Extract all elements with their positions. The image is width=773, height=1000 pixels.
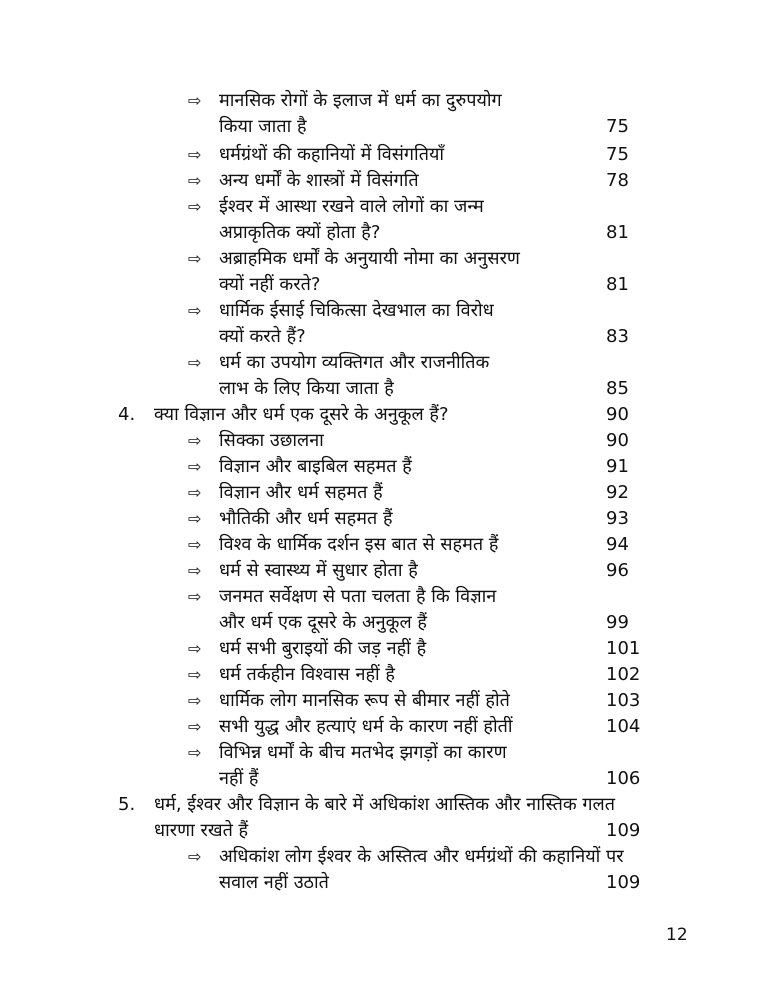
toc-page-ref: 99 — [606, 612, 629, 633]
toc-entry-text: और धर्म एक दूसरे के अनुकूल हैं — [219, 612, 427, 633]
arrow-bullet-icon: ⇨ — [188, 145, 202, 164]
toc-entry-text: धार्मिक ईसाई चिकित्सा देखभाल का विरोध — [219, 300, 494, 321]
toc-page-ref: 81 — [606, 222, 629, 243]
arrow-bullet-icon: ⇨ — [188, 847, 202, 866]
arrow-bullet-icon: ⇨ — [188, 457, 202, 476]
toc-entry-text: अधिकांश लोग ईश्वर के अस्तित्व और धर्मग्रंथों की कहानियों पर — [219, 846, 624, 867]
toc-page-ref: 94 — [606, 534, 629, 555]
toc-page-ref: 83 — [606, 326, 629, 347]
toc-entry-text: धर्म का उपयोग व्यक्तिगत और राजनीतिक — [219, 352, 490, 373]
arrow-bullet-icon: ⇨ — [188, 91, 202, 110]
arrow-bullet-icon: ⇨ — [188, 197, 202, 216]
toc-entry-text: जनमत सर्वेक्षण से पता चलता है कि विज्ञान — [219, 586, 497, 607]
toc-page-ref: 106 — [606, 768, 641, 789]
toc-entry-text: धारणा रखते हैं — [154, 820, 249, 841]
toc-entry-text: सभी युद्ध और हत्याएं धर्म के कारण नहीं होतीं — [219, 716, 513, 737]
toc-page-ref: 101 — [606, 638, 641, 659]
toc-page-ref: 109 — [606, 820, 641, 841]
toc-page-ref: 96 — [606, 560, 629, 581]
arrow-bullet-icon: ⇨ — [188, 743, 202, 762]
toc-entry-text: धर्म से स्वास्थ्य में सुधार होता है — [219, 560, 418, 581]
toc-entry-text: विभिन्न धर्मों के बीच मतभेद झगड़ों का कारण — [219, 742, 507, 763]
toc-entry-text: अब्राहमिक धर्मों के अनुयायी नोमा का अनुसरण — [219, 248, 520, 269]
toc-page-ref: 90 — [606, 430, 629, 451]
toc-page-ref: 109 — [606, 872, 641, 893]
chapter-number: 5. — [118, 794, 136, 815]
toc-entry-text: धर्म सभी बुराइयों की जड़ नहीं है — [219, 638, 427, 659]
toc-entry-text: विश्व के धार्मिक दर्शन इस बात से सहमत हैं — [219, 534, 499, 555]
toc-page-ref: 85 — [606, 378, 629, 399]
arrow-bullet-icon: ⇨ — [188, 431, 202, 450]
toc-page-ref: 81 — [606, 274, 629, 295]
toc-entry-text: सवाल नहीं उठाते — [219, 872, 329, 893]
toc-entry-text: धर्म, ईश्वर और विज्ञान के बारे में अधिकांश आस्तिक और नास्तिक गलत — [154, 794, 616, 815]
toc-page-ref: 104 — [606, 716, 641, 737]
arrow-bullet-icon: ⇨ — [188, 535, 202, 554]
toc-entry-text: भौतिकी और धर्म सहमत हैं — [219, 508, 393, 529]
arrow-bullet-icon: ⇨ — [188, 717, 202, 736]
page-number: 12 — [666, 925, 688, 945]
toc-page-ref: 75 — [606, 144, 629, 165]
toc-entry-text: सिक्का उछालना — [219, 430, 324, 451]
arrow-bullet-icon: ⇨ — [188, 665, 202, 684]
toc-entry-text: किया जाता है — [219, 116, 307, 137]
toc-page-ref: 78 — [606, 170, 629, 191]
arrow-bullet-icon: ⇨ — [188, 639, 202, 658]
toc-entry-text: नहीं हैं — [219, 768, 259, 789]
toc-page-ref: 93 — [606, 508, 629, 529]
toc-page-ref: 90 — [606, 404, 629, 425]
toc-page-ref: 91 — [606, 456, 629, 477]
arrow-bullet-icon: ⇨ — [188, 587, 202, 606]
arrow-bullet-icon: ⇨ — [188, 301, 202, 320]
toc-entry-text: ईश्वर में आस्था रखने वाले लोगों का जन्म — [219, 196, 484, 217]
arrow-bullet-icon: ⇨ — [188, 249, 202, 268]
arrow-bullet-icon: ⇨ — [188, 353, 202, 372]
arrow-bullet-icon: ⇨ — [188, 171, 202, 190]
toc-entry-text: मानसिक रोगों के इलाज में धर्म का दुरुपयोग — [219, 90, 502, 111]
toc-entry-text: अन्य धर्मों के शास्त्रों में विसंगति — [219, 170, 419, 191]
toc-entry-text: क्यों नहीं करते? — [219, 274, 321, 295]
toc-entry-text: क्या विज्ञान और धर्म एक दूसरे के अनुकूल हैं? — [154, 404, 449, 425]
toc-page-ref: 75 — [606, 116, 629, 137]
chapter-number: 4. — [118, 404, 136, 425]
arrow-bullet-icon: ⇨ — [188, 691, 202, 710]
toc-entry-text: धर्मग्रंथों की कहानियों में विसंगतियाँ — [219, 144, 445, 165]
toc-entry-text: लाभ के लिए किया जाता है — [219, 378, 394, 399]
toc-entry-text: विज्ञान और धर्म सहमत हैं — [219, 482, 383, 503]
toc-entry-text: धर्म तर्कहीन विश्वास नहीं है — [219, 664, 395, 685]
toc-entry-text: क्यों करते हैं? — [219, 326, 306, 347]
toc-entry-text: धार्मिक लोग मानसिक रूप से बीमार नहीं होते — [219, 690, 510, 711]
toc-page-ref: 92 — [606, 482, 629, 503]
toc-entry-text: विज्ञान और बाइबिल सहमत हैं — [219, 456, 412, 477]
arrow-bullet-icon: ⇨ — [188, 483, 202, 502]
toc-entry-text: अप्राकृतिक क्यों होता है? — [219, 222, 381, 243]
toc-page-ref: 103 — [606, 690, 641, 711]
toc-page-ref: 102 — [606, 664, 641, 685]
arrow-bullet-icon: ⇨ — [188, 509, 202, 528]
arrow-bullet-icon: ⇨ — [188, 561, 202, 580]
